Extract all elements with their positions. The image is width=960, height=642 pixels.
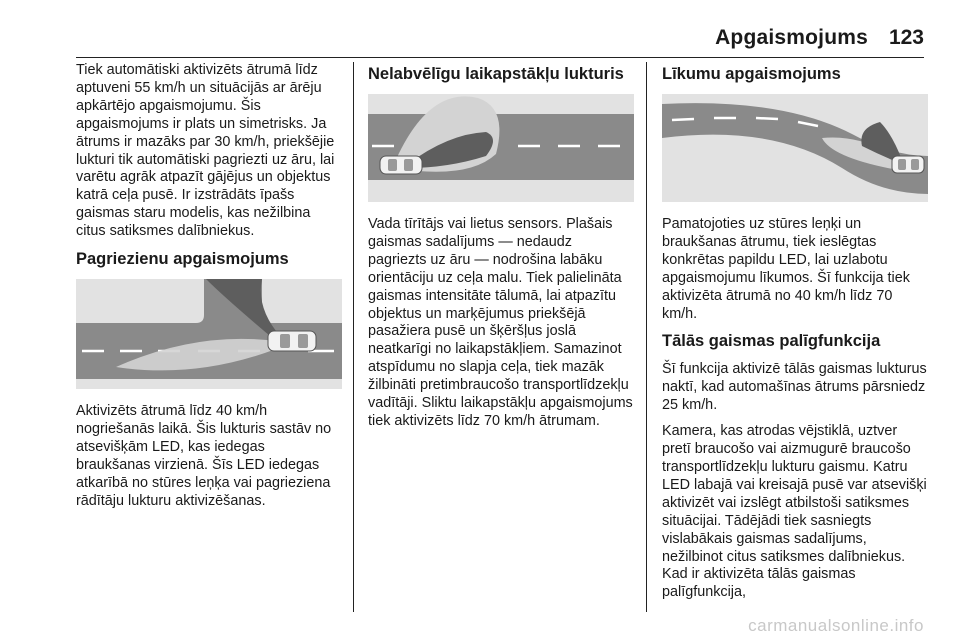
heading-bad-weather-light: Nelabvēlīgu laikapstākļu lukturis (368, 65, 624, 83)
paragraph-turn-light: Aktivizēts ātrumā līdz 40 km/h nogriešanās laikā. Šis lukturis sastāv no atsevišķām LED, kas iedegas braukšanas virzienā. Šīs LED iedegas atkarībā no stūres leņķa vai pagrieziena rādītāju lukturu aktivizēšanas. (76, 403, 332, 509)
heading-curve-light: Līkumu apgaismojums (662, 65, 841, 83)
curve-light-illustration (662, 94, 928, 202)
paragraph-high-beam-2: Kamera, kas atrodas vējstiklā, uztver pretī braucošo vai aizmugurē braucošo transportlīdzekļu lukturu gaismu. Katru LED labajā vai kreisajā pusē var atsevišķi aktivizēt vai izslēgt atbilstoši satiksmes situācijai. Tādējādi tiek sasniegts vislabākais gaismas sadalījums, nežilbinot citus satiksmes dalībniekus. Kad ir aktivizēta tālās gaismas palīgfunkcija, (662, 423, 927, 601)
car-icon (892, 156, 924, 173)
section-title: Apgaismojums (715, 26, 868, 49)
car-icon (268, 331, 316, 351)
header-rule (76, 57, 924, 58)
heading-high-beam-assist: Tālās gaismas palīgfunkcija (662, 332, 881, 351)
watermark: carmanualsonline.info (748, 616, 924, 635)
column-1 (76, 62, 342, 519)
page-number: 123 (888, 26, 924, 49)
paragraph-town-light: Tiek automātiski aktivizēts ātrumā līdz aptuveni 55 km/h un situācijās ar ārēju apkārtējo apgaismojumu. Šis apgaismojums ir plats un simetrisks. Ja ātrums ir mazāks par 30 km/h, priekšējie lukturi tik automātiski pagriezti uz āru, lai varētu agrāk atpazīt gājējus un objektus katrā ceļa pusē. Ir izstrādāts īpašs gaismas staru modelis, kas nežilbina citus satiksmes dalībniekus. (76, 62, 335, 240)
bad-weather-diagram (368, 94, 634, 202)
column-divider (646, 62, 647, 612)
paragraph-high-beam-1: Šī funkcija aktivizē tālās gaismas lukturus naktī, kad automašīnas ātrums pārsniedz 25 km/h. (662, 361, 927, 414)
page-header (0, 0, 960, 56)
bad-weather-illustration (368, 94, 634, 202)
turn-light-illustration (76, 279, 342, 389)
paragraph-curve-light: Pamatojoties uz stūres leņķi un braukšanas ātrumu, tiek ieslēgtas konkrētas papildu LED, lai uzlabotu apgaismojumu līkumos. Šī funkcija tiek aktivizēta ātrumā no 40 km/h līdz 70 km/h. (662, 216, 910, 322)
car-icon (380, 156, 422, 174)
heading-turn-light: Pagriezienu apgaismojums (76, 250, 289, 269)
column-divider (353, 62, 354, 612)
paragraph-bad-weather-light: Vada tīrītājs vai lietus sensors. Plašais gaismas sadalījums — nedaudz pagriezts uz āru — nodrošina labāku orientāciju uz ceļa malu. Tiek palielināta gaismas intensitāte tālumā, lai atpazītu objektus un marķējumus priekšējā pasažiera pusē un šķēršļus joslā neatkarīgi no laikapstākļiem. Samazinot atspīdumu no slapja ceļa, tiek mazāk žilbināti pretimbraucošo transportlīdzekļu vadītāji. Sliktu laikapstākļu apgaismojums tiek aktivizēts līdz 70 km/h ātrumam. (368, 216, 633, 429)
column-3 (662, 62, 928, 610)
column-2 (368, 62, 634, 439)
turn-light-diagram (76, 279, 342, 389)
curve-light-diagram (662, 94, 928, 202)
